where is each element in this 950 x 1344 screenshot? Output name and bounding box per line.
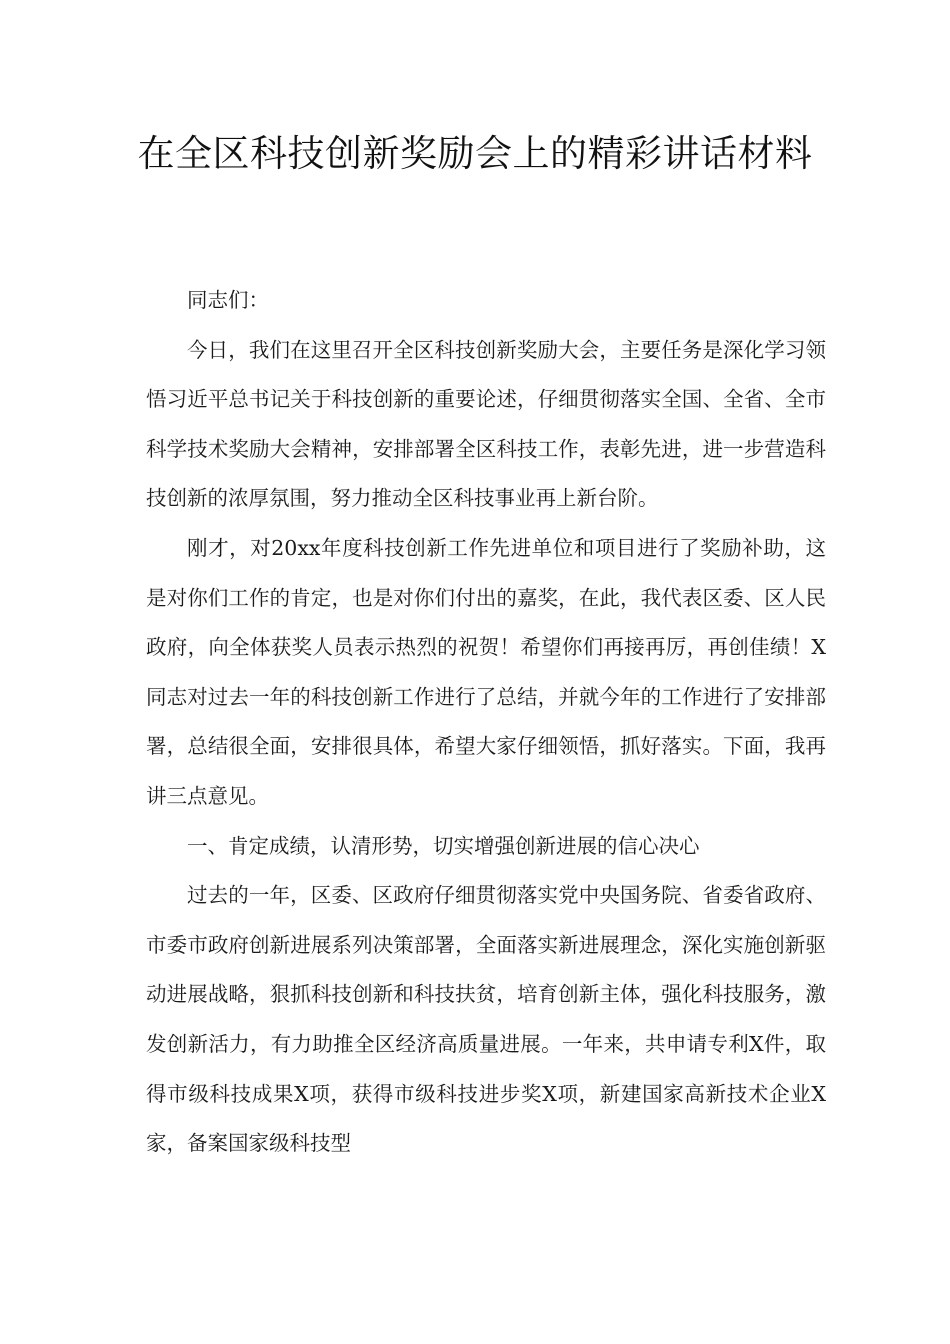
paragraph-achievements: 过去的一年，区委、区政府仔细贯彻落实党中央国务院、省委省政府、市委市政府创新进展系列决策部署，全面落实新进展理念，深化实施创新驱动进展战略，狠抓科技创新和科技扶贫，培育创新主体，强化科技服务，激发创新活力，有力助推全区经济高质量进展。一年来，共申请专利X件，取得市级科技成果X项，获得市级科技进步奖X项，新建国家高新技术企业X家，备案国家级科技型	[146, 883, 826, 1156]
document-title: 在全区科技创新奖励会上的精彩讲话材料	[137, 132, 813, 175]
section-heading-1: 一、肯定成绩，认清形势，切实增强创新进展的信心决心	[187, 833, 700, 858]
paragraph-awards: 刚才，对20xx年度科技创新工作先进单位和项目进行了奖励补助，这是对你们工作的肯定，也是对你们付出的嘉奖，在此，我代表区委、区人民政府，向全体获奖人员表示热烈的祝贺！希望你们再接再厉，再创佳绩！X同志对过去一年的科技创新工作进行了总结，并就今年的工作进行了安排部署，总结很全面，安排很具体，希望大家仔细领悟，抓好落实。下面，我再讲三点意见。	[146, 535, 826, 808]
paragraph-opening: 今日，我们在这里召开全区科技创新奖励大会，主要任务是深化学习领悟习近平总书记关于科技创新的重要论述，仔细贯彻落实全国、全省、全市科学技术奖励大会精神，安排部署全区科技工作，表彰先进，进一步营造科技创新的浓厚氛围，努力推动全区科技事业再上新台阶。	[146, 337, 826, 511]
document-body	[146, 276, 826, 1169]
salutation: 同志们：	[187, 288, 269, 312]
